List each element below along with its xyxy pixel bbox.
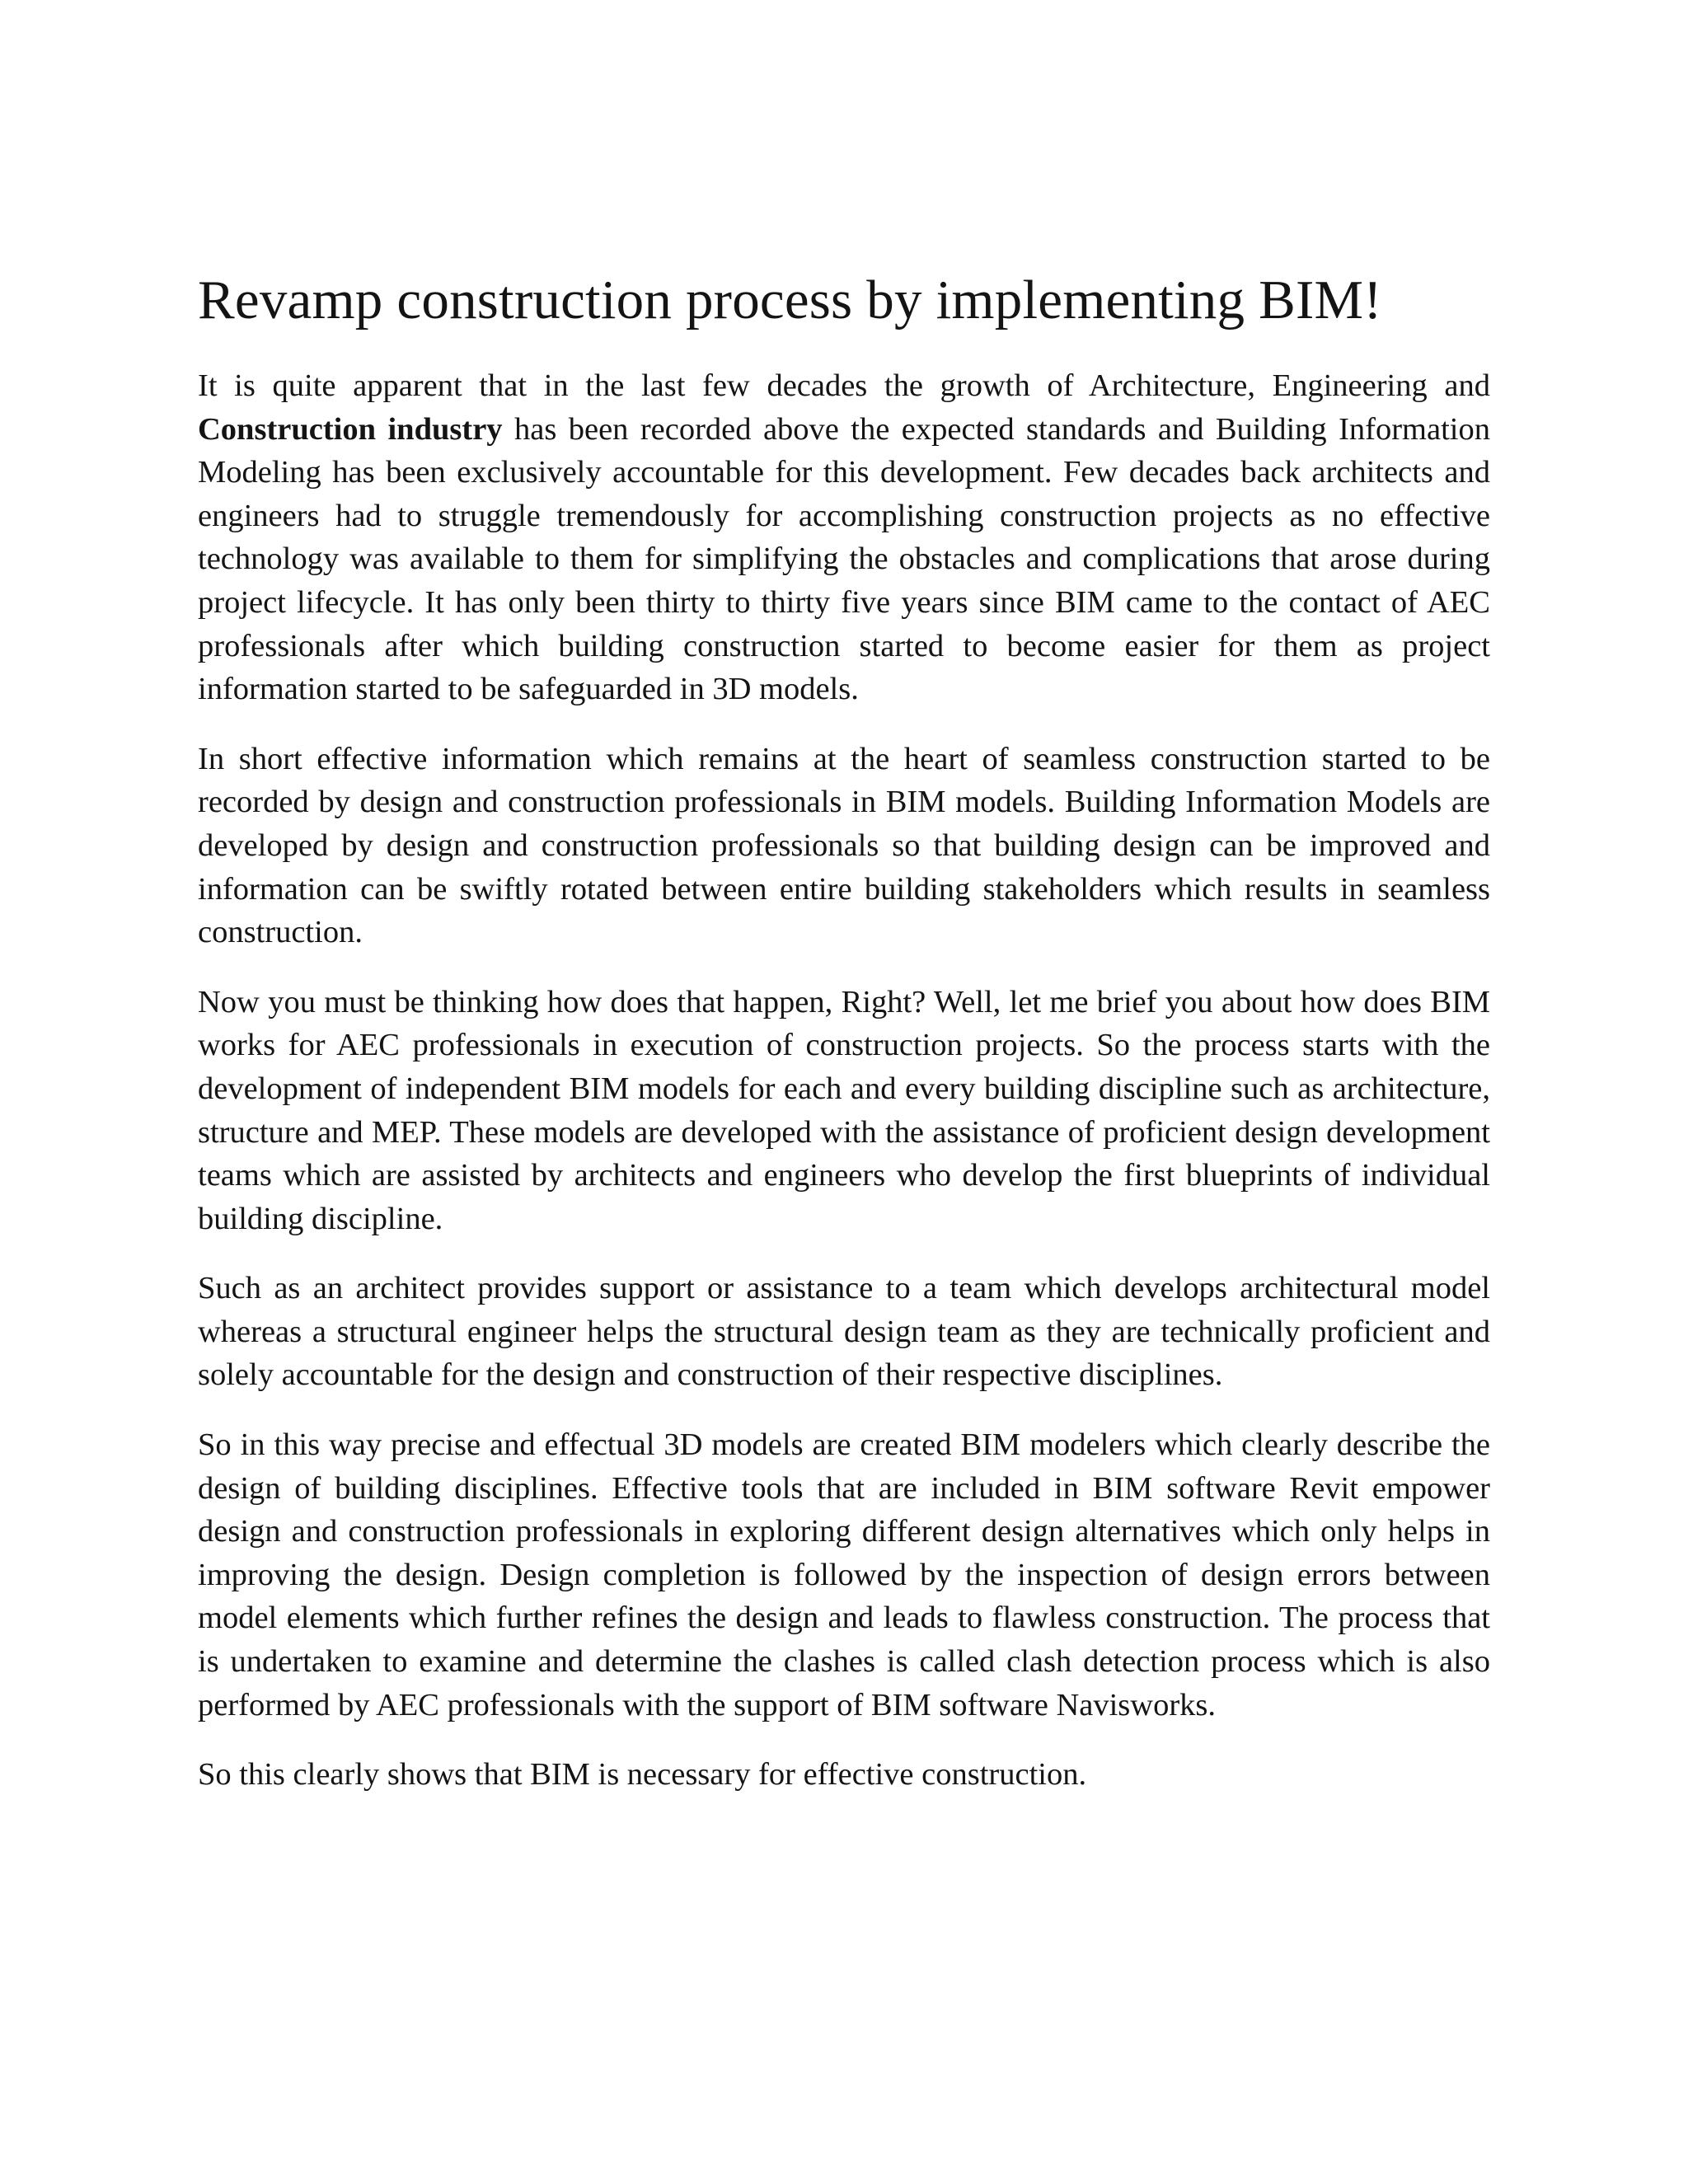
paragraph-5: So in this way precise and effectual 3D models are created BIM modelers which clearly describe the design of building disciplines. Effective tools that are included in BIM software Revit empower design and construction professionals in exploring different design alternatives which only helps in improving the design. Design completion is followed by the inspection of design errors between model elements which further refines the design and leads to flawless construction. The process that is undertaken to examine and determine the clashes is called clash detection process which is also performed by AEC professionals with the support of BIM software Navisworks.: [198, 1427, 1490, 1722]
paragraph-1-rest: has been recorded above the expected standards and Building Information Modeling has been exclusively accountable for this development. Few decades back architects and engineers had to struggle tremendously for accomplishing construction projects as no effective technology was available to them for simplifying the obstacles and complications that arose during project lifecycle. It has only been thirty to thirty five years since BIM came to the contact of AEC professionals after which building construction started to become easier for them as project information started to be safeguarded in 3D models.: [198, 411, 1490, 707]
paragraph-1-lead: It is quite apparent that in the last few decades the growth of Architecture, Engineering and: [198, 368, 1490, 403]
paragraph-6: So this clearly shows that BIM is necessary for effective construction.: [198, 1757, 1087, 1793]
document-body: [198, 265, 1490, 1823]
paragraph-3: Now you must be thinking how does that happen, Right? Well, let me brief you about how does BIM works for AEC professionals in execution of construction projects. So the process starts with the development of independent BIM models for each and every building discipline such as architecture, structure and MEP. These models are developed with the assistance of proficient design development teams which are assisted by architects and engineers who develop the first blueprints of individual building discipline.: [198, 984, 1490, 1236]
paragraph-1: [198, 364, 1490, 711]
paragraph-1-bold-phrase: Construction industry: [198, 411, 503, 447]
paragraph-2: In short effective information which remains at the heart of seamless construction started to be recorded by design and construction professionals in BIM models. Building Information Models are developed by design and construction professionals so that building design can be improved and information can be swiftly rotated between entire building stakeholders which results in seamless construction.: [198, 741, 1490, 950]
document-title: Revamp construction process by implementing BIM!: [198, 269, 1382, 330]
paragraph-4: Such as an architect provides support or assistance to a team which develops architectural model whereas a structural engineer helps the structural design team as they are technically proficient and solely accountable for the design and construction of their respective disciplines.: [198, 1271, 1490, 1393]
